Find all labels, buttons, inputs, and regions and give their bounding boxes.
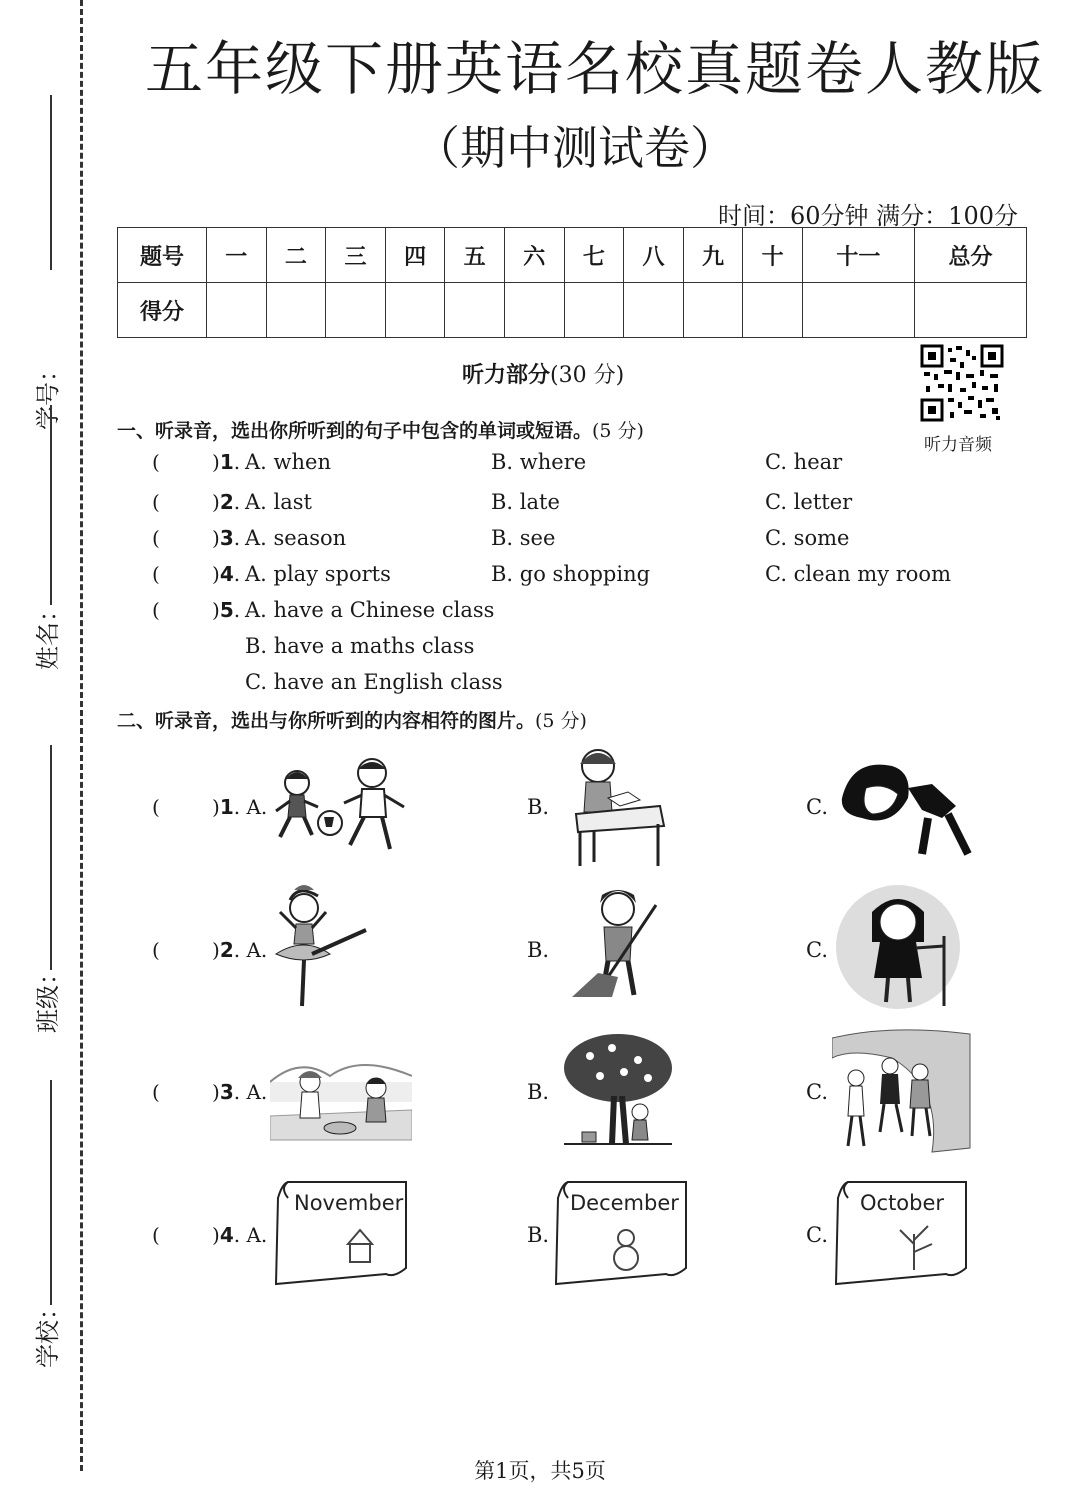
table-cell: 一 — [207, 228, 267, 283]
score-input-cell[interactable] — [743, 283, 803, 338]
option-b: B. see — [491, 526, 556, 550]
option-b-label: B. — [527, 1223, 550, 1247]
option-c-label: C. — [806, 1223, 828, 1247]
girl-dancing-ballet-image[interactable] — [268, 882, 372, 1012]
picnic-by-sea-image[interactable] — [270, 1046, 412, 1142]
qr-code-icon[interactable] — [920, 344, 1004, 422]
girl-with-broom-image[interactable] — [832, 882, 964, 1012]
kids-playing-football-image[interactable] — [272, 755, 412, 855]
page-number-footer: 第1页，共5页 — [474, 1459, 606, 1483]
answer-blank[interactable]: ( — [152, 598, 160, 622]
name-field[interactable] — [20, 405, 70, 675]
table-cell: 得分 — [118, 283, 207, 338]
answer-blank[interactable]: ( — [152, 450, 160, 474]
calendar-label: October — [860, 1191, 945, 1215]
option-a: A. play sports — [245, 562, 391, 586]
section1-points: (5 分) — [592, 420, 644, 442]
option-c-label: C. — [806, 1080, 828, 1104]
listening-section-heading — [462, 358, 624, 389]
answer-blank[interactable]: ( — [152, 526, 160, 550]
class-field[interactable] — [20, 745, 70, 1035]
score-input-cell[interactable] — [564, 283, 624, 338]
table-cell: 二 — [266, 228, 326, 283]
listening-points: (30 分) — [550, 363, 625, 388]
option-a: A. season — [245, 526, 347, 550]
option-b: B. have a maths class — [245, 634, 475, 658]
student-number-field[interactable] — [20, 95, 70, 430]
page-subtitle: （期中测试卷） — [414, 121, 736, 175]
answer-blank[interactable]: ( — [152, 938, 160, 962]
section2-title-text: 二、听录音，选出与你所听到的内容相符的图片。 — [117, 710, 536, 732]
option-b: B. late — [491, 490, 560, 514]
picking-apples-image[interactable] — [560, 1032, 676, 1150]
section2-title — [117, 706, 587, 733]
table-cell: 六 — [504, 228, 564, 283]
question-number: )3. A. — [212, 1080, 268, 1104]
hiking-image[interactable] — [832, 1028, 972, 1154]
table-cell: 总分 — [914, 228, 1026, 283]
score-input-cell[interactable] — [624, 283, 684, 338]
answer-blank[interactable]: ( — [152, 795, 160, 819]
option-c: C. hear — [765, 450, 843, 474]
score-input-cell[interactable] — [504, 283, 564, 338]
school-line[interactable] — [50, 1080, 52, 1305]
option-c: C. letter — [765, 490, 853, 514]
question-number: )5. — [212, 598, 241, 622]
section1-title — [117, 416, 644, 443]
section1-title-text: 一、听录音，选出你所听到的句子中包含的单词或短语。 — [117, 420, 593, 442]
score-input-cell[interactable] — [326, 283, 386, 338]
table-cell: 七 — [564, 228, 624, 283]
table-cell: 五 — [445, 228, 505, 283]
table-cell: 十 — [743, 228, 803, 283]
table-cell: 题号 — [118, 228, 207, 283]
girl-reading-at-desk-image[interactable] — [568, 742, 668, 870]
calendar-december-image[interactable] — [554, 1178, 690, 1288]
calendar-october-image[interactable] — [834, 1178, 970, 1288]
option-a: A. last — [245, 490, 312, 514]
option-b: B. go shopping — [491, 562, 651, 586]
option-b-label: B. — [527, 795, 550, 819]
answer-blank[interactable]: ( — [152, 562, 160, 586]
question-number: )2. A. — [212, 938, 268, 962]
option-a: A. when — [245, 450, 331, 474]
score-table — [117, 227, 1027, 338]
table-cell: 三 — [326, 228, 386, 283]
score-input-cell[interactable] — [445, 283, 505, 338]
question-number: )1. — [212, 450, 241, 474]
score-table-header-row — [118, 228, 1027, 283]
girl-doing-exercise-image[interactable] — [832, 758, 972, 858]
option-c-label: C. — [806, 938, 828, 962]
option-c: C. clean my room — [765, 562, 951, 586]
option-c-label: C. — [806, 795, 828, 819]
class-label: 班级： — [34, 961, 62, 1033]
question-number: )4. A. — [212, 1223, 268, 1247]
option-b-label: B. — [527, 1080, 550, 1104]
option-a: A. have a Chinese class — [245, 598, 495, 622]
section2-points: (5 分) — [535, 710, 587, 732]
answer-blank[interactable]: ( — [152, 1080, 160, 1104]
answer-blank[interactable]: ( — [152, 490, 160, 514]
option-c: C. have an English class — [245, 670, 503, 694]
class-line[interactable] — [50, 745, 52, 970]
score-input-cell[interactable] — [683, 283, 743, 338]
answer-blank[interactable]: ( — [152, 1223, 160, 1247]
table-cell: 八 — [624, 228, 684, 283]
option-c: C. some — [765, 526, 850, 550]
score-input-cell[interactable] — [914, 283, 1026, 338]
question-number: )4. — [212, 562, 241, 586]
name-label: 姓名： — [34, 598, 62, 670]
table-cell: 四 — [385, 228, 445, 283]
calendar-label: November — [294, 1191, 404, 1215]
school-field[interactable] — [20, 1080, 70, 1370]
qr-caption: 听力音频 — [924, 435, 992, 455]
question-number: )2. — [212, 490, 241, 514]
school-label: 学校： — [34, 1296, 62, 1368]
score-input-cell[interactable] — [266, 283, 326, 338]
score-table-score-row — [118, 283, 1027, 338]
boy-sweeping-image[interactable] — [568, 885, 668, 1005]
listening-title: 听力部分 — [462, 363, 551, 388]
page-title: 五年级下册英语名校真题卷人教版 — [144, 35, 1045, 103]
student-number-line[interactable] — [50, 95, 52, 270]
name-line[interactable] — [50, 405, 52, 605]
table-cell: 九 — [683, 228, 743, 283]
binding-dashed-line — [80, 0, 83, 1471]
exam-time-score-info: 时间：60分钟 满分：100分 — [718, 202, 1018, 230]
score-input-cell[interactable] — [207, 283, 267, 338]
score-input-cell[interactable] — [802, 283, 914, 338]
question-number: )3. — [212, 526, 241, 550]
table-cell: 十一 — [802, 228, 914, 283]
calendar-label: December — [570, 1191, 679, 1215]
score-input-cell[interactable] — [385, 283, 445, 338]
option-b-label: B. — [527, 938, 550, 962]
calendar-november-image[interactable] — [274, 1178, 410, 1288]
student-number-label: 学号： — [34, 358, 62, 430]
option-b: B. where — [491, 450, 587, 474]
question-number: )1. A. — [212, 795, 268, 819]
